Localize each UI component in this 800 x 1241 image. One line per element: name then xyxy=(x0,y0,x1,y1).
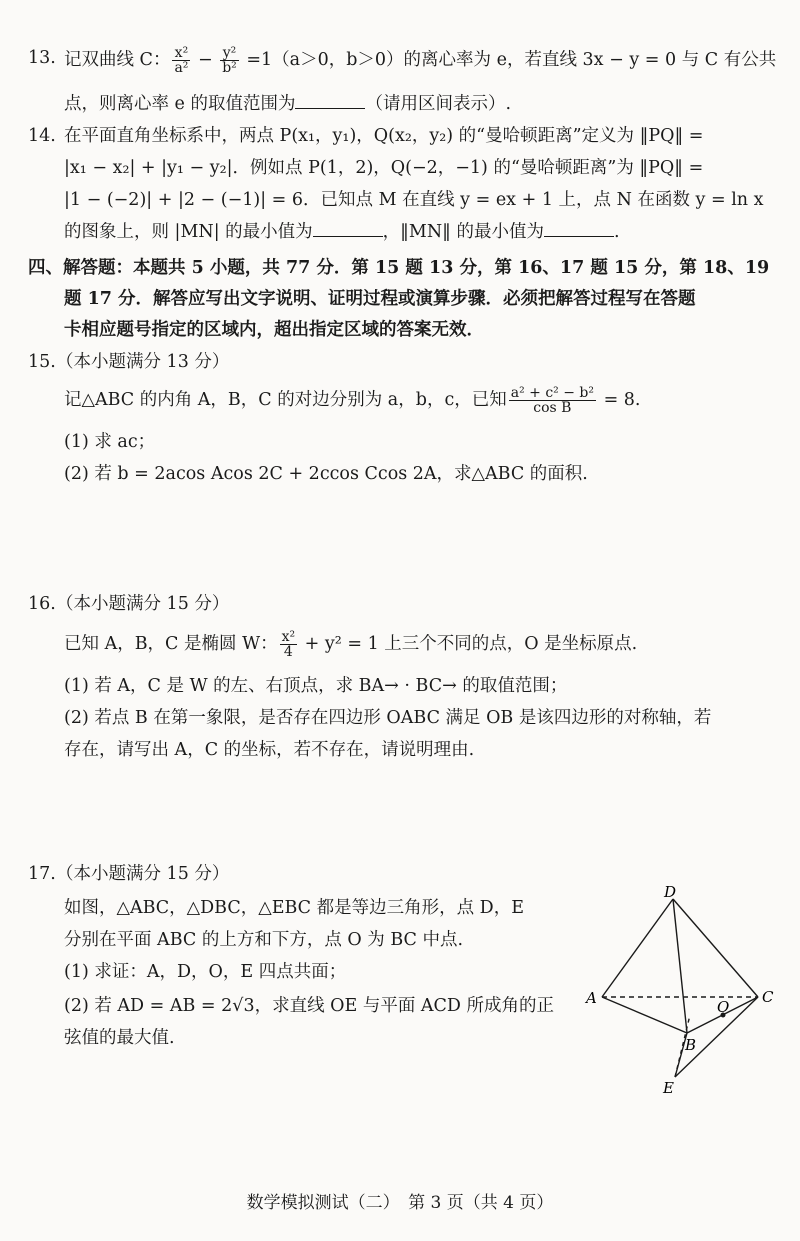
q17-figure xyxy=(580,885,780,1100)
page-footer: 数学模拟测试（二） 第 3 页（共 4 页） xyxy=(246,1193,554,1213)
q15-stem-b: = 8. xyxy=(598,390,641,410)
q14-text-4c: . xyxy=(613,222,620,242)
label-O: O xyxy=(717,998,730,1016)
q15-stem-a: 记△ABC 的内角 A，B，C 的对边分别为 a，b，c，已知 xyxy=(64,390,507,410)
q13-text-b: =1（a＞0，b＞0）的离心率为 e，若直线 3x − y = 0 与 C 有公共 xyxy=(240,50,777,70)
edge-D-B xyxy=(673,899,687,1033)
q13-line2 xyxy=(64,92,511,116)
q17-part1: (1) 求证：A，D，O，E 四点共面； xyxy=(64,962,347,982)
q13-frac-y: $\frac{\text{y²}}{\text{b²}}$ xyxy=(222,45,237,76)
q16-part2-line2: 存在，请写出 A，C 的坐标，若不存在，请说明理由. xyxy=(64,740,475,760)
q13-text-d: （请用区间表示）. xyxy=(365,94,512,114)
q16-stem-b: + y² = 1 上三个不同的点，O 是坐标原点. xyxy=(299,634,638,654)
q16-part1: (1) 若 A，C 是 W 的左、右顶点，求 BA→ · BC→ 的取值范围； xyxy=(64,676,568,696)
section4-line3: 卡相应题号指定的区域内，超出指定区域的答案无效． xyxy=(64,320,484,340)
q13-text-a: 记双曲线 C： xyxy=(64,50,171,70)
q14-text-1: 在平面直角坐标系中，两点 P(x₁，y₁)，Q(x₂，y₂) 的“曼哈顿距离”定义为 ‖PQ‖ = xyxy=(64,126,704,146)
q14-answer-blank-1[interactable] xyxy=(313,220,383,237)
q17-number: 17. xyxy=(28,864,56,884)
edge-A-B xyxy=(602,997,687,1033)
q15-number: 15. xyxy=(28,352,56,372)
q15-part1: (1) 求 ac； xyxy=(64,432,156,452)
section4-line2: 题 17 分．解答应写出文字说明、证明过程或演算步骤．必须把解答过程写在答题 xyxy=(64,289,696,309)
q16-header: （本小题满分 15 分） xyxy=(56,594,230,614)
q15-part2: (2) 若 b = 2acos Acos 2C + 2ccos Ccos 2A，求△ABC 的面积. xyxy=(64,464,588,484)
q17-part2-line2: 弦值的最大值. xyxy=(64,1028,175,1048)
q13-frac-x: $\frac{\text{x²}}{\text{a²}}$ xyxy=(174,45,189,76)
section4-line1: 四、解答题：本题共 5 小题，共 77 分．第 15 题 13 分，第 16、17 题 15 分，第 18、19 xyxy=(28,258,770,278)
q14-number: 14. xyxy=(28,126,56,146)
q16-number: 16. xyxy=(28,594,56,614)
label-D: D xyxy=(664,885,677,901)
q16-stem xyxy=(64,630,637,659)
q14-answer-blank-2[interactable] xyxy=(544,220,614,237)
edge-D-C xyxy=(673,899,758,997)
q14-line2: |x₁ − x₂| + |y₁ − y₂|．例如点 P(1，2)，Q(−2，−1) 的“曼哈顿距离”为 ‖PQ‖ = xyxy=(64,158,704,178)
q16-stem-a: 已知 A，B，C 是椭圆 W： xyxy=(64,634,278,654)
q13-text-c: 点，则离心率 e 的取值范围为 xyxy=(64,94,296,114)
q14-line3: |1 − (−2)| + |2 − (−1)| = 6．已知点 M 在直线 y = ex + 1 上，点 N 在函数 y = ln x xyxy=(64,190,764,210)
q15-frac: $\frac{\text{a² + c² − b²}}{\text{cos B}}$ xyxy=(510,385,594,416)
q16-part2-line1: (2) 若点 B 在第一象限，是否存在四边形 OABC 满足 OB 是该四边形的对称轴，若 xyxy=(64,708,712,728)
q14-text-4b: ，‖MN‖ 的最小值为 xyxy=(382,222,544,242)
q17-header: （本小题满分 15 分） xyxy=(56,864,230,884)
q17-stem-line2: 分别在平面 ABC 的上方和下方，点 O 为 BC 中点. xyxy=(64,930,464,950)
label-B: B xyxy=(685,1036,697,1054)
label-A: A xyxy=(586,989,597,1007)
q15-stem xyxy=(64,386,641,415)
label-E: E xyxy=(663,1079,674,1097)
q14-line4 xyxy=(64,220,620,244)
edge-D-A xyxy=(602,899,673,997)
q13-minus: − xyxy=(192,50,219,70)
q15-header: （本小题满分 13 分） xyxy=(56,352,230,372)
q13-answer-blank[interactable] xyxy=(295,92,365,109)
q16-frac: $\frac{\text{x²}}{4}$ xyxy=(281,629,296,660)
q17-stem-line1: 如图，△ABC，△DBC，△EBC 都是等边三角形，点 D，E xyxy=(64,898,524,918)
q14-text-4a: 的图象上，则 |MN| 的最小值为 xyxy=(64,222,313,242)
q13-number: 13. xyxy=(28,48,56,68)
q17-part2-line1: (2) 若 AD = AB = 2√3，求直线 OE 与平面 ACD 所成角的正 xyxy=(64,996,555,1016)
label-C: C xyxy=(762,988,774,1006)
